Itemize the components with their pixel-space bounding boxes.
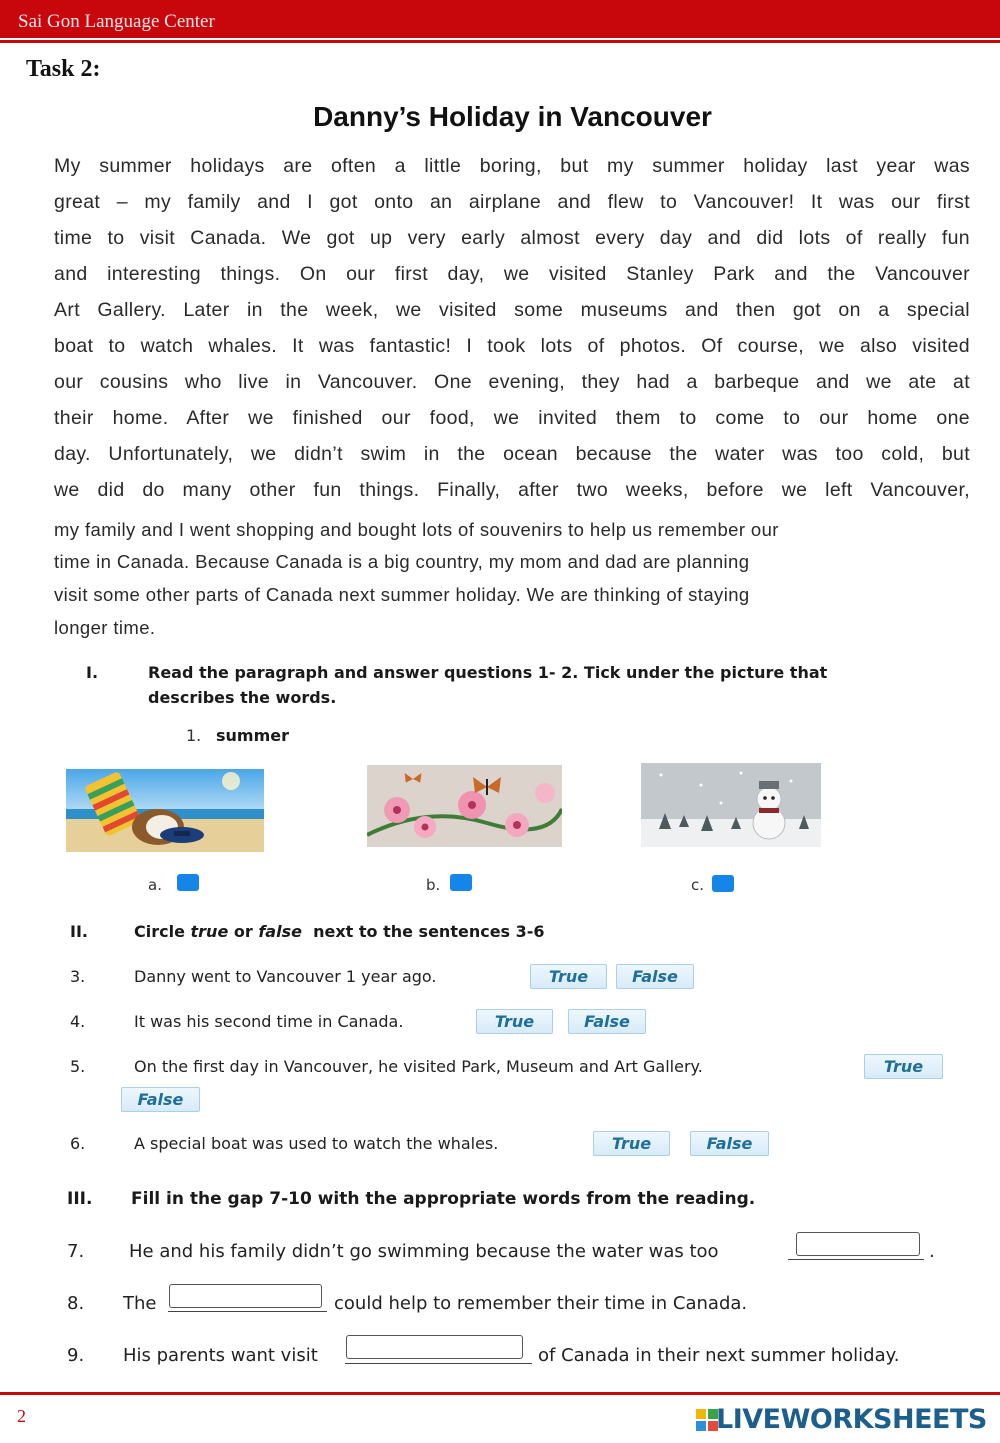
q6-true-button[interactable]: True [593,1131,670,1156]
question-number: 7. [67,1241,85,1262]
gap-underline [168,1311,327,1312]
q3-false-button[interactable]: False [616,964,694,989]
question-text-end: of Canada in their next summer holiday. [538,1345,900,1366]
q3-true-button[interactable]: True [530,964,607,989]
story-line: their home. After we finished our food, we invited them to come to our home one [54,407,970,429]
story-title: Danny’s Holiday in Vancouver [313,101,712,132]
option-a-checkbox[interactable] [177,874,199,891]
task-title: Task 2: [26,56,101,82]
story-line: my family and I went shopping and bought lots of souvenirs to help us remember our [54,519,779,540]
question-number: 5. [70,1057,86,1076]
q6-false-button[interactable]: False [690,1131,769,1156]
header-divider [0,40,1000,43]
q8-answer-input[interactable] [169,1284,322,1308]
footer-divider [0,1392,1000,1395]
question-text-end: . [929,1241,935,1262]
question-text: Danny went to Vancouver 1 year ago. [134,967,437,986]
story-line: My summer holidays are often a little boring, but my summer holiday last year was [54,155,970,177]
option-c-label: c. [691,876,705,894]
center-name: Sai Gon Language Center [18,11,215,32]
gap-underline [345,1363,532,1364]
question-text: A special boat was used to watch the whales. [134,1134,499,1153]
beach-summer-picture [66,769,264,852]
story-line: time to visit Canada. We got up very early almost every day and did lots of really fun [54,227,970,249]
story-line: day. Unfortunately, we didn’t swim in the ocean because the water was too cold, but [54,443,970,465]
story-line: longer time. [54,617,156,638]
story-line: our cousins who live in Vancouver. One evening, they had a barbeque and we ate at [54,371,970,393]
liveworksheets-logo-icon [696,1409,718,1431]
q7-answer-input[interactable] [796,1232,920,1256]
section-1-instruction: Read the paragraph and answer questions 1- 2. Tick under the picture that [148,663,828,682]
gap-underline [788,1259,924,1260]
q9-answer-input[interactable] [346,1335,523,1359]
brand-name: LIVEWORKSHEETS [716,1404,987,1435]
story-line: visit some other parts of Canada next summer holiday. We are thinking of staying [54,584,750,605]
question-text: He and his family didn’t go swimming because the water was too [129,1241,719,1262]
section-3-numeral: III. [67,1189,93,1209]
section-1-numeral: I. [86,663,99,682]
question-number: 8. [67,1293,85,1314]
question-number: 4. [70,1012,86,1031]
option-b-label: b. [426,876,441,894]
section-3-instruction: Fill in the gap 7-10 with the appropriate words from the reading. [131,1189,756,1209]
section-1-instruction-cont: describes the words. [148,688,337,707]
item-1-number: 1. [186,726,202,745]
q5-true-button[interactable]: True [864,1054,943,1079]
section-2-instruction: Circle true or false next to the sentences 3-6 [134,922,545,941]
question-number: 6. [70,1134,86,1153]
question-text: His parents want visit [123,1345,318,1366]
item-1-word: summer [216,726,289,745]
option-a-label: a. [148,876,162,894]
section-2-numeral: II. [70,922,88,941]
q5-false-button[interactable]: False [121,1087,200,1112]
question-text: It was his second time in Canada. [134,1012,404,1031]
question-number: 9. [67,1345,85,1366]
question-text: The [123,1293,157,1314]
question-text: On the first day in Vancouver, he visited Park, Museum and Art Gallery. [134,1057,703,1076]
question-text-end: could help to remember their time in Canada. [334,1293,748,1314]
story-line: we did do many other fun things. Finally, after two weeks, before we left Vancouver, [54,479,970,501]
option-c-checkbox[interactable] [712,875,734,892]
story-line: and interesting things. On our first day, we visited Stanley Park and the Vancouver [54,263,970,285]
story-line: time in Canada. Because Canada is a big country, my mom and dad are planning [54,551,750,572]
question-number: 3. [70,967,86,986]
story-line: great – my family and I got onto an airplane and flew to Vancouver! It was our first [54,191,970,213]
page-number: 2 [17,1406,26,1426]
q4-true-button[interactable]: True [476,1009,553,1034]
winter-snowman-picture [641,763,821,847]
q4-false-button[interactable]: False [568,1009,646,1034]
story-line: boat to watch whales. It was fantastic! I took lots of photos. Of course, we also visited [54,335,970,357]
story-line: Art Gallery. Later in the week, we visited some museums and then got on a special [54,299,970,321]
option-b-checkbox[interactable] [450,874,472,891]
spring-blossom-picture [367,765,562,847]
